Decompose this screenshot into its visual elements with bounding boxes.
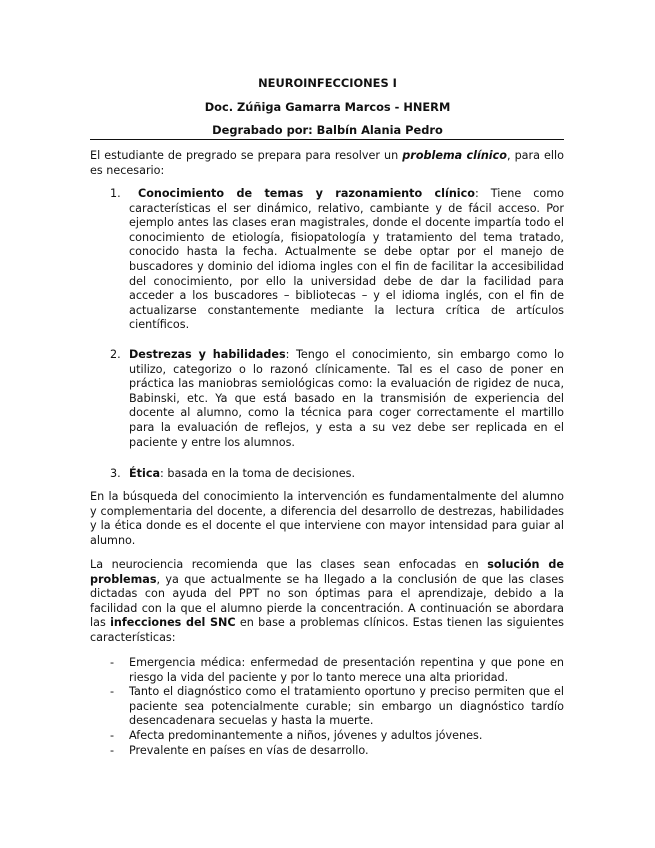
paragraph-bold: infecciones del SNC: [110, 616, 236, 630]
bullet-marker: -: [110, 744, 115, 757]
bullet-marker: -: [110, 685, 115, 698]
bullet-item: Afecta predominantemente a niños, jóvenes y adultos jóvenes.: [129, 729, 483, 742]
header-divider: [90, 139, 564, 140]
intro-text-end: , para ello es necesario:: [90, 149, 564, 177]
item-term: Destrezas y habilidades: [129, 348, 286, 361]
paragraph-text: en base a problemas clínicos. Estas tienen las siguientes características:: [90, 616, 565, 644]
intro-emphasis: problema clínico: [402, 149, 507, 162]
item-text: : basada en la toma de decisiones.: [160, 467, 356, 480]
item-text: : Tengo el conocimiento, sin embargo como lo utilizo, categorizo o lo razonó clínicamente. Tal es el caso de poner en práctica las maniobras semiológicas como: la evaluación de rigidez de nuca, Babinski, etc. Ya que está basado en la transmisión de experiencia del docente al alumno, como la técnica para coger correctamente el martillo para la evaluación de reflejos, y esta a su vez debe ser replicada en el paciente y entre los alumnos.: [129, 348, 564, 449]
list-item-conocimiento: [129, 187, 564, 333]
paragraph-text: La neurociencia recomienda que las clases sean enfocadas en: [90, 558, 488, 571]
list-number: 3.: [110, 467, 121, 480]
item-text: : Tiene como características el ser dinámico, relativo, cambiante y de fácil acceso. Por ejemplo antes las clases eran magistrales, donde el docente impartía todo el conocimiento de etiología, fisiopatología y tratamiento del tema tratado, conocido hasta la fecha. Actualmente se debe optar por el manejo de buscadores y dominio del idioma ingles con el fin de facilitar la accesibilidad del conocimiento, por ello la universidad debe de dar la facilidad para acceder a los buscadores – bibliotecas – y el idioma inglés, con el fin de actualizarse constantemente mediante la lectura crítica de artículos científicos.: [129, 187, 564, 332]
paragraph-bold: solución de problemas: [90, 558, 564, 586]
list-item-destrezas: [129, 348, 564, 450]
intro-paragraph: [90, 149, 564, 178]
bullet-item: Prevalente en países en vías de desarrollo.: [129, 744, 369, 757]
item-term: Ética: [129, 467, 161, 480]
document-title: NEUROINFECCIONES I: [258, 76, 397, 90]
list-number: 1.: [110, 187, 121, 200]
item-term: Conocimiento de temas y razonamiento clínico: [138, 187, 475, 200]
transcriber-line: Degrabado por: Balbín Alania Pedro: [212, 123, 443, 137]
bullet-item: Emergencia médica: enfermedad de presentación repentina y que pone en riesgo la vida del paciente y por lo tanto merece una alta prioridad.: [129, 656, 564, 684]
bullet-marker: -: [110, 729, 115, 742]
paragraph-neurociencia: [90, 558, 564, 646]
list-number: 2.: [110, 348, 121, 361]
bullet-item: Tanto el diagnóstico como el tratamiento oportuno y preciso permiten que el paciente sea potencialmente curable; sin embargo un diagnóstico tardío desencadenara secuelas y hasta la muerte.: [129, 685, 564, 728]
intro-text: El estudiante de pregrado se prepara para resolver un: [90, 149, 403, 162]
list-item-etica: [129, 467, 564, 482]
paragraph-text: , ya que actualmente se ha llegado a la conclusión de que las clases dictadas con ayuda del PPT no son óptimas para el aprendizaje, debido a la facilidad con la que el alumno pierde la concentración. A continuación se abordara las: [90, 572, 564, 630]
paragraph-busqueda: En la búsqueda del conocimiento la intervención es fundamentalmente del alumno y complementaria del docente, a diferencia del desarrollo de destrezas, habilidades y la ética donde es el docente el que interviene con mayor intensidad para guiar al alumno.: [90, 490, 564, 547]
doctor-line: Doc. Zúñiga Gamarra Marcos - HNERM: [204, 100, 451, 114]
bullet-marker: -: [110, 656, 115, 669]
